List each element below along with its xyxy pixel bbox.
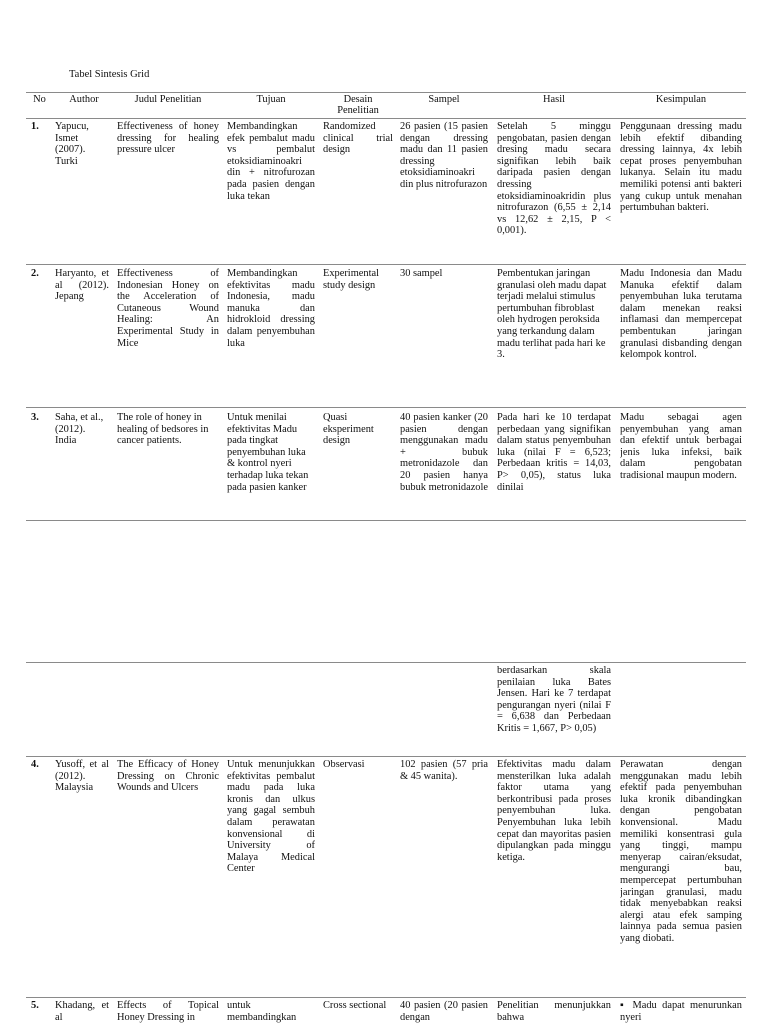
row-hasil: berdasarkan skala penilaian luka Bates Jensen. Hari ke 7 terdapat pengurangan nyeri (nilai F = 6,638 dan Perbedaan Kritis = 1,667, P> 0,05) bbox=[497, 665, 611, 734]
header-kesimpulan: Kesimpulan bbox=[655, 94, 707, 105]
header-author: Author bbox=[69, 94, 99, 105]
row-rule bbox=[26, 997, 746, 998]
row-sampel: 30 sampel bbox=[400, 268, 443, 279]
row-no: 3. bbox=[31, 412, 39, 423]
row-no: 5. bbox=[31, 1000, 39, 1011]
row-tujuan: Membandingkan efektivitas madu Indonesia, madu manuka dan hidrokloid dressing dalam penyembuhan luka bbox=[227, 268, 315, 349]
row-sampel: 102 pasien (57 pria & 45 wanita). bbox=[400, 759, 488, 782]
row-sampel: 26 pasien (15 pasien dengan dressing madu dan 11 pasien dressing etoksidiaminoakri din plus nitrofurazon bbox=[400, 121, 488, 190]
header-no: No bbox=[33, 94, 46, 105]
row-rule bbox=[26, 756, 746, 757]
header-judul: Judul Penelitian bbox=[134, 94, 202, 105]
row-author: Yusoff, et al (2012). Malaysia bbox=[55, 759, 109, 794]
row-kesimpulan: Madu Indonesia dan Madu Manuka efektif dalam penyembuhan luka terutama dalam menekan reaksi inflamasi dan mempercepat pembentukan jaringan granulasi disbanding dengan kelompok kontrol. bbox=[620, 268, 742, 361]
row-hasil: Setelah 5 minggu pengobatan, pasien dengan dresing madu secara signifikan lebih baik daripada pasien dengan dressing etoksidiaminoakridin plus nitrofurazon (6,55 ± 2,14 vs 12,62 ± 2,15, P < 0,001). bbox=[497, 121, 611, 237]
row-hasil: Penelitian menunjukkan bahwa bbox=[497, 1000, 611, 1023]
page-bottom-rule bbox=[26, 520, 746, 521]
row-no: 1. bbox=[31, 121, 39, 132]
row-tujuan: Untuk menilai efektivitas Madu pada tingkat penyembuhan luka & kontrol nyeri terhadap luka tekan pada pasien kanker bbox=[227, 412, 309, 493]
row-judul: Effectiveness of honey dressing for healing pressure ulcer bbox=[117, 121, 219, 156]
kesimpulan-bullet-item: ▪ Madu dapat menurunkan nyeri bbox=[620, 1000, 742, 1023]
header-tujuan: Tujuan bbox=[256, 94, 286, 105]
header-desain: Desain Penelitian bbox=[337, 94, 379, 116]
row-sampel: 40 pasien (20 pasien dengan bbox=[400, 1000, 488, 1023]
row-desain: Randomized clinical trial design bbox=[323, 121, 393, 156]
row-judul: Effectiveness of Indonesian Honey on the Acceleration of Cutaneous Wound Healing: An Experimental Study in Mice bbox=[117, 268, 219, 349]
row-no: 4. bbox=[31, 759, 39, 770]
header-hasil: Hasil bbox=[543, 94, 565, 105]
row-sampel: 40 pasien kanker (20 pasien dengan menggunakan madu + bubuk metronidazole dan 20 pasien hanya bubuk metronidazole bbox=[400, 412, 488, 493]
row-tujuan: untuk membandingkan bbox=[227, 1000, 297, 1023]
row-desain: Observasi bbox=[323, 759, 365, 770]
header-bottom-rule bbox=[26, 118, 746, 119]
row-rule bbox=[26, 407, 746, 408]
row-tujuan: Membandingkan efek pembalut madu vs pembalut etoksidiaminoakri din + nitrofurozan pada pasien dengan luka tekan bbox=[227, 121, 315, 202]
row-tujuan: Untuk menunjukkan efektivitas pembalut madu pada luka kronis dan ulkus yang gagal sembuh dalam perawatan konvensional di University of Malaya Medical Center bbox=[227, 759, 315, 875]
row-judul: The Efficacy of Honey Dressing on Chronic Wounds and Ulcers bbox=[117, 759, 219, 794]
row-hasil: Efektivitas madu dalam mensterilkan luka adalah faktor utama yang berkontribusi pada proses penyembuhan luka. Penyembuhan luka lebih cepat dan mayoritas pasien dipulangkan pada minggu ketiga. bbox=[497, 759, 611, 863]
continuation-top-rule bbox=[26, 662, 746, 663]
row-no: 2. bbox=[31, 268, 39, 279]
row-author: Saha, et al., (2012). India bbox=[55, 412, 104, 447]
row-kesimpulan: Perawatan dengan menggunakan madu lebih efektif pada penyembuhan luka kronik dibandingkan dengan pengobatan konvensional. Madu memiliki konsentrasi gula yang tinggi, mampu menyerap cairan/eksudat, mengurangi bau, mempercepat pertumbuhan jaringan granulasi, madu tidak menyebabkan reaksi alergi atau efek samping lainnya pada semua pasien yang diobati. bbox=[620, 759, 742, 944]
row-desain: Experimental study design bbox=[323, 268, 379, 291]
row-hasil: Pembentukan jaringan granulasi oleh madu dapat terjadi melalui stimulus pertumbuhan fibroblast oleh hydrogen peroksida yang terkandung dalam madu terlihat pada hari ke 3. bbox=[497, 268, 607, 361]
table-caption: Tabel Sintesis Grid bbox=[69, 69, 150, 80]
row-author: Khadang, et al bbox=[55, 1000, 109, 1023]
row-author: Haryanto, et al (2012). Jepang bbox=[55, 268, 109, 303]
row-hasil: Pada hari ke 10 terdapat perbedaan yang signifikan dalam status penyembuhan luka (nilai F = 6,523; Perbedaan kritis = 14,03, P> 0,05), status luka dinilai bbox=[497, 412, 611, 493]
row-judul: The role of honey in healing of bedsores in cancer patients. bbox=[117, 412, 209, 447]
row-kesimpulan: Madu sebagai agen penyembuhan yang aman dan efektif untuk berbagai jenis luka infeksi, baik dalam pengobatan tradisional maupun modern. bbox=[620, 412, 742, 481]
row-author: Yapucu, Ismet (2007). Turki bbox=[55, 121, 89, 167]
row-kesimpulan: Penggunaan dressing madu lebih efektif dibanding dressing lainnya, 4x lebih cepat proses penyembuhan lukanya. Selain itu madu memiliki potensi anti bakteri yang cukup untuk menahan pertumbuhan bakteri. bbox=[620, 121, 742, 214]
row-kesimpulan bbox=[620, 1000, 742, 1023]
kesimpulan-bullets bbox=[620, 1000, 742, 1023]
row-desain: Quasi eksperiment design bbox=[323, 412, 374, 447]
header-sampel: Sampel bbox=[428, 94, 460, 105]
table-top-rule bbox=[26, 92, 746, 93]
row-desain: Cross sectional bbox=[323, 1000, 387, 1011]
row-rule bbox=[26, 264, 746, 265]
row-judul: Effects of Topical Honey Dressing in bbox=[117, 1000, 219, 1023]
